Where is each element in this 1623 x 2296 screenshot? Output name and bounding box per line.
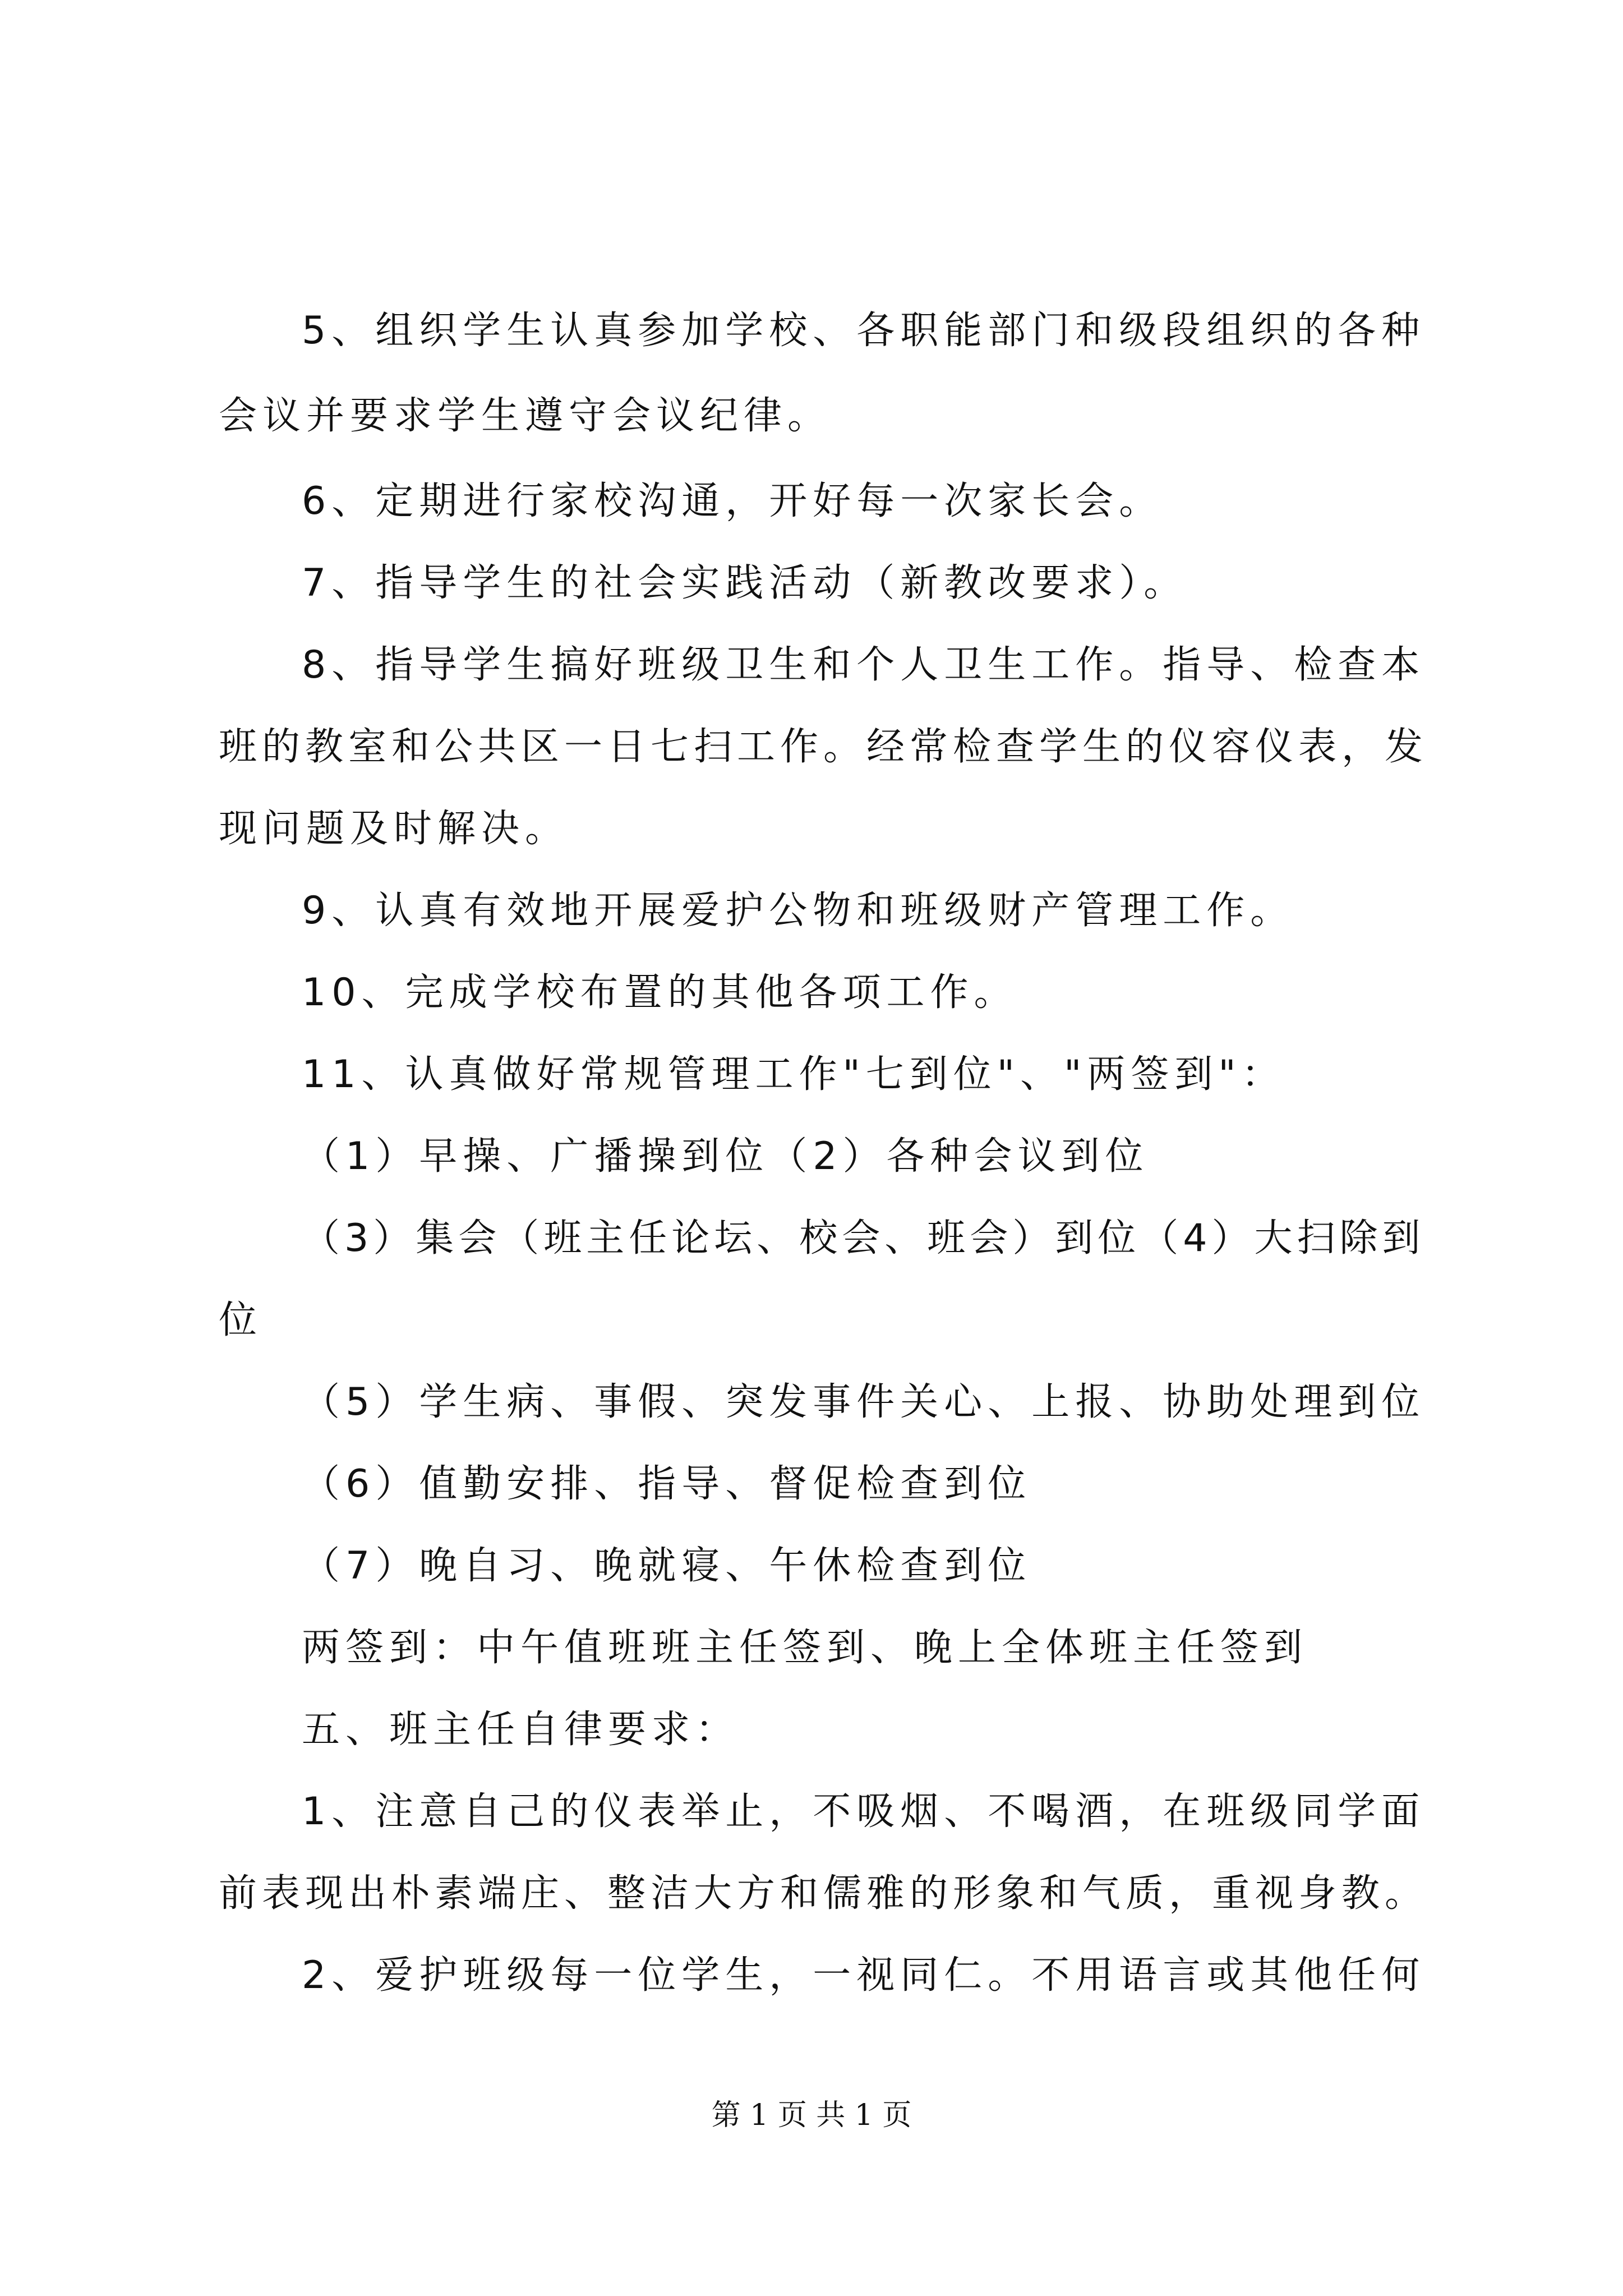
paragraph-line: （5）学生病、事假、突发事件关心、上报、协助处理到位 (302, 1380, 1426, 1424)
paragraph-line: 5、组织学生认真参加学校、各职能部门和级段组织的各种 (302, 309, 1426, 353)
paragraph-line: 6、定期进行家校沟通，开好每一次家长会。 (302, 479, 1163, 523)
paragraph-line: 两签到：中午值班班主任签到、晚上全体班主任签到 (302, 1626, 1308, 1670)
paragraph-line: 1、注意自己的仪表举止，不吸烟、不喝酒，在班级同学面 (302, 1789, 1426, 1834)
paragraph-line: 7、指导学生的社会实践活动（新教改要求）。 (302, 561, 1188, 605)
paragraph-line: 11、认真做好常规管理工作"七到位"、"两签到"： (302, 1052, 1285, 1097)
paragraph-line: 2、爱护班级每一位学生，一视同仁。不用语言或其他任何 (302, 1953, 1426, 1998)
section-heading: 五、班主任自律要求： (302, 1708, 740, 1752)
paragraph-line: （3）集会（班主任论坛、校会、班会）到位（4）大扫除到 (302, 1216, 1425, 1260)
paragraph-line: 前表现出朴素端庄、整洁大方和儒雅的形象和气质，重视身教。 (219, 1871, 1428, 1916)
paragraph-line: （6）值勤安排、指导、督促检查到位 (302, 1462, 1032, 1506)
paragraph-line: 现问题及时解决。 (219, 807, 569, 851)
paragraph-line: 9、认真有效地开展爱护公物和班级财产管理工作。 (302, 889, 1294, 933)
paragraph-line: 会议并要求学生遵守会议纪律。 (219, 394, 832, 438)
paragraph-line: 10、完成学校布置的其他各项工作。 (302, 970, 1018, 1015)
page-footer: 第 1 页 共 1 页 (711, 2099, 912, 2132)
paragraph-line: 8、指导学生搞好班级卫生和个人卫生工作。指导、检查本 (302, 643, 1426, 687)
paragraph-line: 位 (219, 1298, 263, 1342)
paragraph-line: （1）早操、广播操到位（2）各种会议到位 (302, 1134, 1149, 1179)
paragraph-line: 班的教室和公共区一日七扫工作。经常检查学生的仪容仪表，发 (219, 725, 1428, 769)
paragraph-line: （7）晚自习、晚就寝、午休检查到位 (302, 1544, 1032, 1588)
